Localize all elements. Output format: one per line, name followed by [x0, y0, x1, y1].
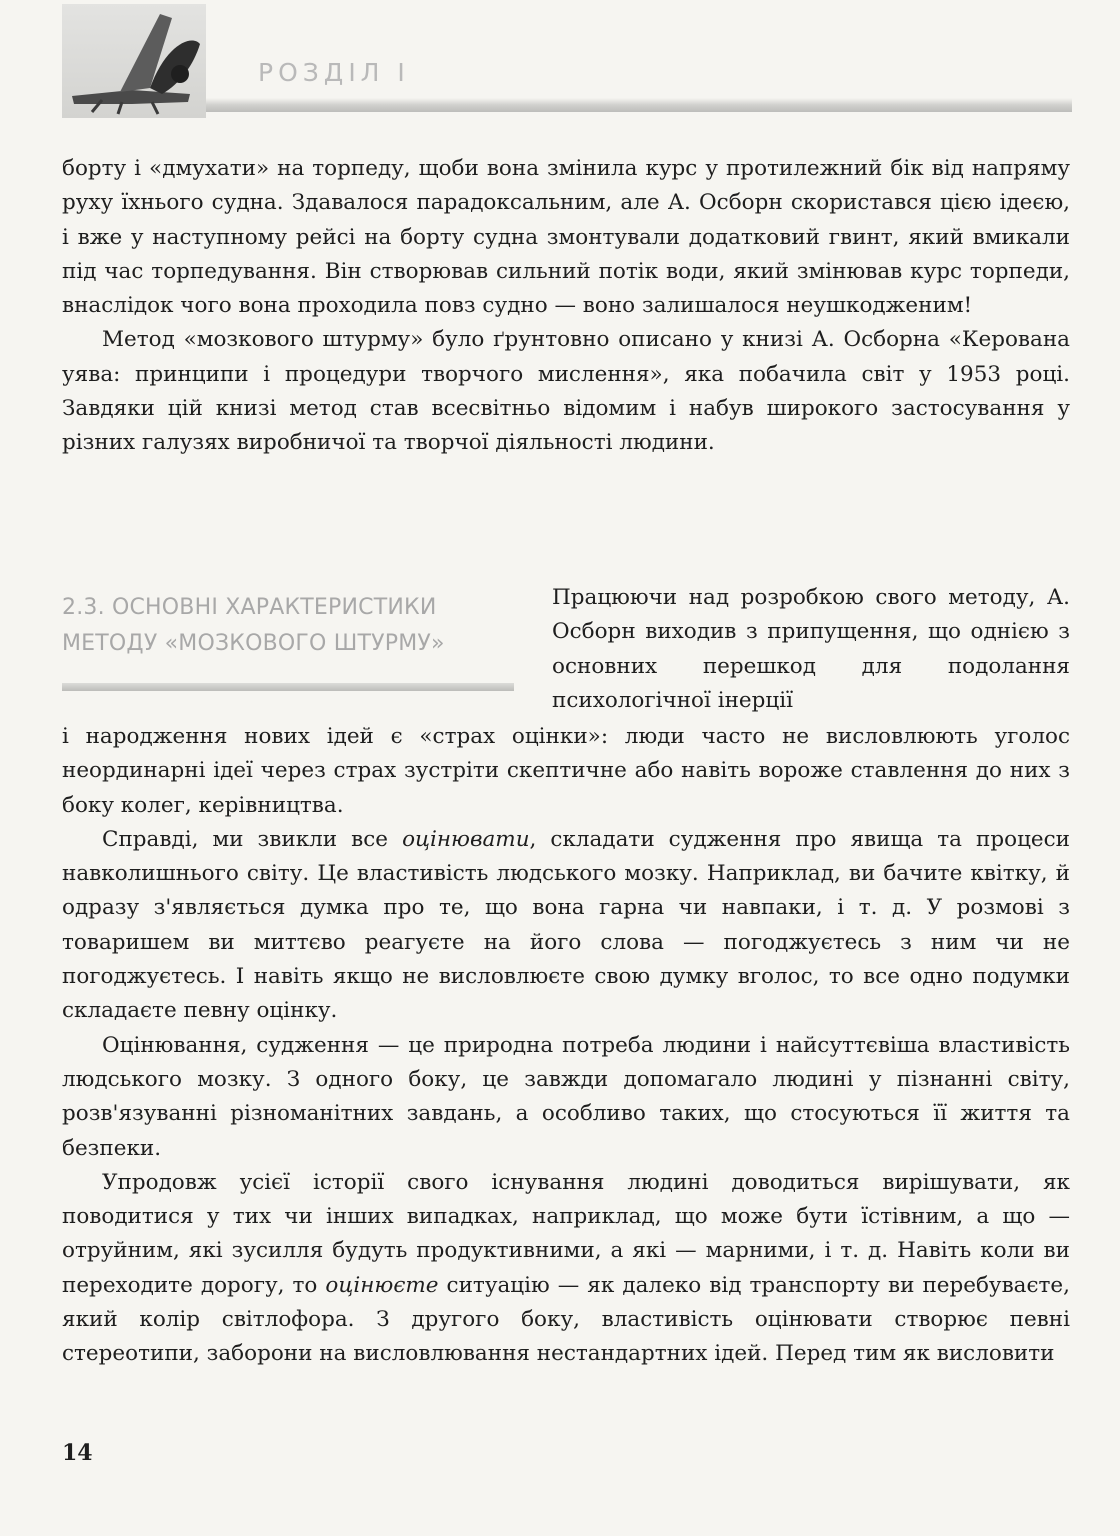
main-text: [62, 720, 1070, 1372]
paragraph-fear-of-evaluation: і народження нових ідей є «страх оцінки»: люди часто не висловлюють уголос неординарні ідеї через страх зустріти скептичне або навіть вороже ставлення до них з боку колег, керівництва.: [62, 724, 1070, 818]
text-run: Упродовж усієї історії свого існування людині доводиться вирішувати, як поводитися у тих чи інших випадках, наприклад, що може бути їстівним, а що — отруйним, які зусилля будуть продуктивними, а які — марними, і т. д. Навіть коли ви переходите дорогу, то: [62, 1169, 1070, 1298]
chapter-label: РОЗДІЛ І: [258, 58, 410, 87]
paragraph-history: [62, 1166, 1070, 1372]
text-run: Справді, ми звикли все: [102, 826, 403, 852]
text-run: , складати судження про явища та процеси навколишнього світу. Це властивість людського мозку. Наприклад, ви бачите квітку, й одразу з'являється думка про те, що вона гарна чи навпаки, і т. д. У розмові з товаришем ви миттєво реагуєте на його слова — погоджуєтесь з ним чи не погоджуєтесь. І навіть якщо не висловлюєте свою думку вголос, то все одно подумки складаєте певну оцінку.: [62, 826, 1070, 1024]
chapter-header-illustration: [62, 4, 206, 118]
flying-machine-icon: [62, 4, 206, 118]
page-number: 14: [62, 1440, 93, 1466]
section-heading: [62, 590, 522, 662]
paragraph-continuation: борту і «дмухати» на торпеду, щоби вона змінила курс у протилежний бік від напряму руху їхнього судна. Здавалося парадоксальним, але А. Осборн скористався цією ідеєю, і вже у наступному рейсі на борту судна змонтували додатковий гвинт, який вмикали під час торпедування. Він створював сильний потік води, який змінював курс торпеди, внаслідок чого вона проходила повз судно — воно залишалося неушкодженим!: [62, 156, 1070, 319]
paragraph-evaluate: [62, 823, 1070, 1029]
paragraph-judgement: Оцінювання, судження — це природна потреба людини і найсуттєвіша властивість людського мозку. З одного боку, це завжди допомагало людині у пізнанні світу, розв'язуванні різноманітних завдань, а особливо таких, що стосуються її життя та безпеки.: [62, 1032, 1070, 1161]
section-heading-line1: 2.3. ОСНОВНІ ХАРАКТЕРИСТИКИ: [62, 595, 437, 620]
paragraph-osborn-book: Метод «мозкового штурму» було ґрунтовно описано у книзі А. Осборна «Керована уява: принципи і процедури творчого мислення», яка побачила світ у 1953 році. Завдяки цій книзі метод став всесвітньо відомим і набув широкого застосування у різних галузях виробничої та творчої діяльності людини.: [62, 327, 1070, 456]
emphasis-text: оцінювати: [402, 826, 530, 852]
section-divider: [62, 683, 514, 691]
text-run: ситуацію — як далеко від транспорту ви перебуваєте, який колір світлофора. З другого боку, властивість оцінювати створює певні стереотипи, заборони на висловлювання нестандартних ідей. Перед тим як висловити: [62, 1272, 1070, 1367]
top-text: [62, 152, 1070, 461]
header-divider: [206, 98, 1072, 112]
emphasis-text: оцінюєте: [325, 1272, 439, 1298]
section-heading-line2: МЕТОДУ «МОЗКОВОГО ШТУРМУ»: [62, 631, 445, 656]
section-side-text: Працюючи над розробкою свого методу, А. Осборн виходив з припущення, що однією з основних перешкод для подолання психологічної інерції: [552, 585, 1070, 713]
